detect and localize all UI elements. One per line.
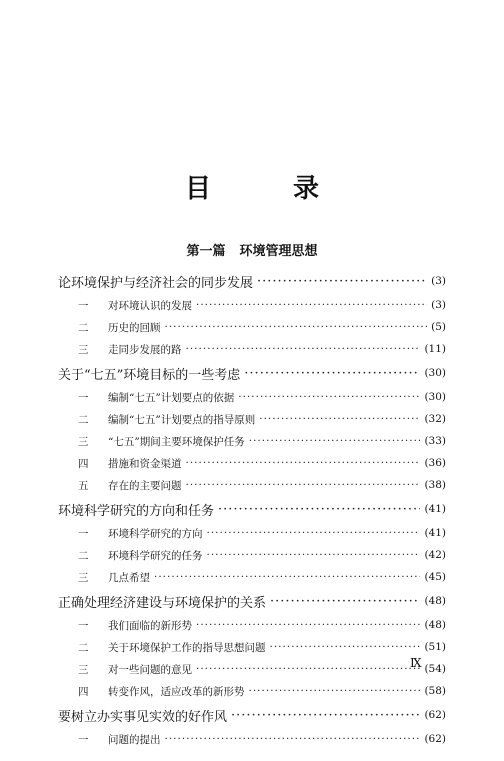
section-title: 我们面临的新形势 — [108, 619, 192, 632]
section-number: 一 — [78, 391, 89, 404]
dot-leader — [165, 733, 421, 745]
dot-leader — [231, 708, 420, 723]
toc-section-row[interactable] — [58, 728, 446, 750]
toc-section-row[interactable] — [58, 658, 446, 680]
part-label: 第一篇 — [186, 244, 226, 259]
section-title: 存在的主要问题 — [108, 479, 182, 492]
section-title: 走同步发展的路 — [108, 343, 182, 356]
section-page-ref: (48) — [424, 619, 446, 631]
chapter-title: 要树立办实事见实效的好作风 — [58, 709, 228, 725]
toc-section-row[interactable] — [58, 316, 446, 338]
dot-leader — [196, 663, 420, 675]
section-number: 二 — [78, 549, 89, 562]
toc-section-row[interactable] — [58, 566, 446, 588]
toc-section-row[interactable] — [58, 338, 446, 360]
chapter-title: 环境科学研究的方向和任务 — [58, 503, 215, 519]
dot-leader — [186, 343, 421, 355]
toc-chapter-row[interactable] — [58, 496, 446, 522]
toc-chapter-row[interactable] — [58, 268, 446, 294]
section-number: 二 — [78, 641, 89, 654]
section-page-ref: (62) — [424, 733, 446, 745]
chapter-page-ref: (41) — [424, 503, 446, 515]
section-page-ref: (45) — [424, 571, 446, 583]
section-title: 编制“七五”计划要点的指导原则 — [108, 413, 256, 426]
toc-section-row[interactable] — [58, 680, 446, 702]
section-number: 三 — [78, 343, 89, 356]
dot-leader — [196, 299, 427, 311]
table-of-contents — [58, 268, 446, 750]
toc-section-row[interactable] — [58, 386, 446, 408]
dot-leader — [207, 527, 421, 539]
section-title: “七五”期间主要环境保护任务 — [108, 435, 245, 448]
section-number: 三 — [78, 571, 89, 584]
toc-section-row[interactable] — [58, 522, 446, 544]
section-page-ref: (42) — [424, 549, 446, 561]
dot-leader — [238, 391, 420, 403]
page-number: Ⅸ — [410, 656, 422, 670]
toc-section-row[interactable] — [58, 452, 446, 474]
chapter-page-ref: (62) — [424, 709, 446, 721]
dot-leader — [186, 457, 421, 469]
chapter-page-ref: (30) — [424, 367, 446, 379]
chapter-title: 正确处理经济建设与环境保护的关系 — [58, 595, 267, 611]
section-page-ref: (58) — [424, 685, 446, 697]
chapter-title: 论环境保护与经济社会的同步发展 — [58, 275, 254, 291]
dot-leader — [270, 641, 421, 653]
dot-leader — [249, 685, 421, 697]
dot-leader — [165, 321, 428, 333]
toc-chapter-row[interactable] — [58, 702, 446, 728]
section-page-ref: (36) — [424, 457, 446, 469]
toc-section-row[interactable] — [58, 614, 446, 636]
toc-section-row[interactable] — [58, 636, 446, 658]
section-number: 一 — [78, 299, 89, 312]
section-page-ref: (30) — [424, 391, 446, 403]
section-number: 四 — [78, 457, 89, 470]
page-title: 目 录 — [184, 174, 347, 204]
toc-section-row[interactable] — [58, 408, 446, 430]
toc-chapter-row[interactable] — [58, 588, 446, 614]
section-title: 环境科学研究的方向 — [108, 527, 203, 540]
section-title: 措施和资金渠道 — [108, 457, 182, 470]
dot-leader — [186, 479, 421, 491]
section-page-ref: (51) — [424, 641, 446, 653]
part-heading — [0, 240, 504, 259]
toc-chapter-row[interactable] — [58, 360, 446, 386]
section-page-ref: (33) — [424, 435, 446, 447]
chapter-page-ref: (3) — [431, 275, 446, 287]
section-title: 转变作风，适应改革的新形势 — [108, 685, 245, 698]
toc-section-row[interactable] — [58, 430, 446, 452]
section-title: 对环境认识的发展 — [108, 299, 192, 312]
part-name: 环境管理思想 — [239, 244, 318, 259]
dot-leader — [207, 549, 421, 561]
section-title: 对一些问题的意见 — [108, 663, 192, 676]
dot-leader — [249, 435, 421, 447]
section-page-ref: (41) — [424, 527, 446, 539]
section-page-ref: (32) — [424, 413, 446, 425]
dot-leader — [196, 619, 420, 631]
toc-section-row[interactable] — [58, 474, 446, 496]
section-number: 五 — [78, 479, 89, 492]
dot-leader — [154, 571, 420, 583]
section-title: 环境科学研究的任务 — [108, 549, 203, 562]
section-page-ref: (3) — [431, 299, 446, 311]
toc-section-row[interactable] — [58, 544, 446, 566]
dot-leader — [257, 274, 427, 289]
section-number: 三 — [78, 663, 89, 676]
section-page-ref: (54) — [424, 663, 446, 675]
section-title: 编制“七五”计划要点的依据 — [108, 391, 235, 404]
toc-section-row[interactable] — [58, 294, 446, 316]
section-page-ref: (38) — [424, 479, 446, 491]
section-number: 二 — [78, 321, 89, 334]
section-page-ref: (11) — [424, 343, 446, 355]
section-title: 几点希望 — [108, 571, 150, 584]
section-number: 二 — [78, 413, 89, 426]
dot-leader — [218, 502, 420, 517]
dot-leader — [244, 366, 420, 381]
section-title: 问题的提出 — [108, 733, 161, 746]
section-number: 一 — [78, 527, 89, 540]
dot-leader — [259, 413, 420, 425]
section-number: 三 — [78, 435, 89, 448]
section-page-ref: (5) — [431, 321, 446, 333]
chapter-title: 关于“七五”环境目标的一些考虑 — [58, 367, 241, 383]
section-title: 关于环境保护工作的指导思想问题 — [108, 641, 266, 654]
section-number: 一 — [78, 733, 89, 746]
section-number: 四 — [78, 685, 89, 698]
dot-leader — [270, 594, 420, 609]
chapter-page-ref: (48) — [424, 595, 446, 607]
section-title: 历史的回顾 — [108, 321, 161, 334]
section-number: 一 — [78, 619, 89, 632]
